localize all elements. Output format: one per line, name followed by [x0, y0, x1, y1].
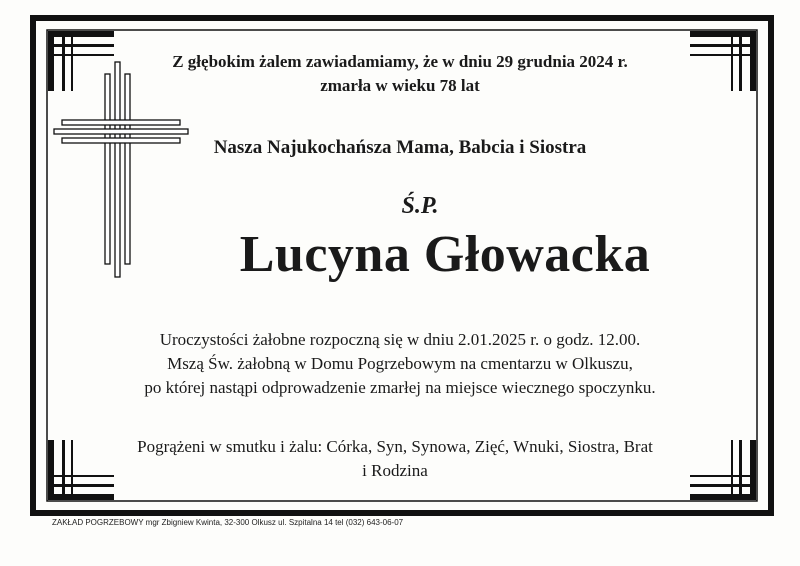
honorific: Ś.P.: [401, 193, 439, 219]
mourners-text: [0, 435, 790, 483]
deceased-name: Lucyna Głowacka: [239, 226, 651, 283]
ceremony-details: [0, 328, 800, 400]
ceremony-line: Uroczystości żałobne rozpoczną się w dniu 2.01.2025 r. o godz. 12.00.: [159, 330, 641, 349]
intro-text: [0, 50, 800, 98]
relation-line: Nasza Najukochańsza Mama, Babcia i Siostra: [213, 137, 587, 158]
funeral-home-footer: ZAKŁAD POGRZEBOWY mgr Zbigniew Kwinta, 32-300 Olkusz ul. Szpitalna 14 tel (032) 643-06-07: [52, 518, 404, 527]
ceremony-line: Mszą Św. żałobną w Domu Pogrzebowym na cmentarzu w Olkuszu,: [167, 354, 633, 373]
ceremony-line: po której nastąpi odprowadzenie zmarłej na miejsce wiecznego spoczynku.: [144, 378, 656, 397]
intro-line: Z głębokim żalem zawiadamiamy, że w dniu 29 grudnia 2024 r.: [172, 52, 628, 71]
intro-line: zmarła w wieku 78 lat: [320, 76, 480, 95]
mourners-line: i Rodzina: [362, 461, 428, 480]
mourners-line: Pogrążeni w smutku i żalu: Córka, Syn, Synowa, Zięć, Wnuki, Siostra, Brat: [137, 437, 653, 456]
